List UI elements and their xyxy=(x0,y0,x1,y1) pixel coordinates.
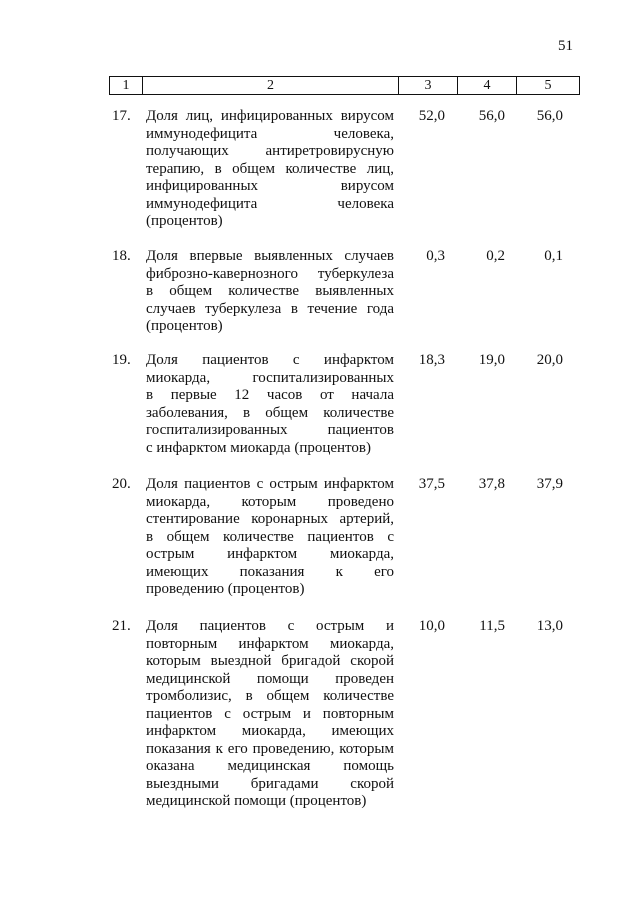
value-col-4: 19,0 xyxy=(478,352,505,368)
description-line: в первые 12 часов от начала xyxy=(146,387,394,403)
value-col-4: 37,8 xyxy=(478,476,505,492)
description-line: острым инфарктом миокарда, xyxy=(146,546,394,562)
row-number: 19. xyxy=(112,352,131,368)
value-col-5: 20,0 xyxy=(536,352,563,368)
description-line: случаев туберкулеза в течение года xyxy=(146,300,394,317)
description-line: заболевания, в общем количестве xyxy=(146,404,394,421)
description-line: пациентов с острым и повторным xyxy=(146,705,394,722)
description-line: медицинской помощи проведен xyxy=(146,670,394,687)
description-line: Доля пациентов с острым и xyxy=(146,618,394,634)
description-line: фиброзно-кавернозного туберкулеза xyxy=(146,265,394,282)
value-col-3: 18,3 xyxy=(418,352,445,368)
row-description xyxy=(146,476,394,599)
table-row xyxy=(0,108,640,248)
description-line: повторным инфарктом миокарда, xyxy=(146,635,394,652)
value-col-3: 52,0 xyxy=(418,108,445,124)
value-col-3: 0,3 xyxy=(426,248,445,264)
description-line: проведению (процентов) xyxy=(146,581,305,597)
table-row xyxy=(0,618,640,818)
description-line: оказана медицинская помощь xyxy=(146,758,394,774)
description-line: терапию, в общем количестве лиц, xyxy=(146,160,394,177)
description-line: имеющих показания к его xyxy=(146,563,394,580)
description-line: госпитализированных пациентов xyxy=(146,422,394,438)
table-row xyxy=(0,352,640,476)
row-number: 18. xyxy=(112,248,131,264)
row-description xyxy=(146,108,394,231)
description-line: в общем количестве пациентов с xyxy=(146,528,394,545)
description-line: миокарда, госпитализированных xyxy=(146,369,394,386)
table-row xyxy=(0,476,640,618)
row-description xyxy=(146,248,394,336)
row-number: 20. xyxy=(112,476,131,492)
column-header-2: 2 xyxy=(143,77,399,95)
description-line: стентирование коронарных артерий, xyxy=(146,511,394,527)
column-header-5: 5 xyxy=(517,77,580,95)
value-col-4: 0,2 xyxy=(486,248,505,264)
description-line: показания к его проведению, которым xyxy=(146,740,394,757)
description-line: (процентов) xyxy=(146,213,223,229)
row-number: 17. xyxy=(112,108,131,124)
description-line: Доля лиц, инфицированных вирусом xyxy=(146,108,394,124)
value-col-5: 0,1 xyxy=(544,248,563,264)
description-line: которым выездной бригадой скорой xyxy=(146,653,394,669)
page-number: 51 xyxy=(558,38,573,54)
value-col-3: 37,5 xyxy=(418,476,445,492)
value-col-4: 56,0 xyxy=(478,108,505,124)
value-col-3: 10,0 xyxy=(418,618,445,634)
description-line: выездными бригадами скорой xyxy=(146,775,394,792)
description-line: (процентов) xyxy=(146,318,223,334)
column-header-1: 1 xyxy=(110,77,143,95)
value-col-5: 13,0 xyxy=(536,618,563,634)
description-line: медицинской помощи (процентов) xyxy=(146,793,367,809)
column-header-4: 4 xyxy=(458,77,517,95)
description-line: инфицированных вирусом xyxy=(146,178,394,194)
description-line: Доля пациентов с острым инфарктом xyxy=(146,476,394,492)
description-line: миокарда, которым проведено xyxy=(146,493,394,510)
row-description xyxy=(146,618,394,811)
value-col-4: 11,5 xyxy=(479,618,505,634)
value-col-5: 56,0 xyxy=(536,108,563,124)
row-number: 21. xyxy=(112,618,131,634)
table-row xyxy=(0,248,640,352)
value-col-5: 37,9 xyxy=(536,476,563,492)
description-line: в общем количестве выявленных xyxy=(146,283,394,299)
description-line: тромболизис, в общем количестве xyxy=(146,688,394,704)
description-line: Доля впервые выявленных случаев xyxy=(146,248,394,264)
description-line: иммунодефицита человека xyxy=(146,195,394,212)
description-line: инфарктом миокарда, имеющих xyxy=(146,723,394,739)
row-description xyxy=(146,352,394,457)
description-line: Доля пациентов с инфарктом xyxy=(146,352,394,368)
description-line: с инфарктом миокарда (процентов) xyxy=(146,439,371,456)
description-line: получающих антиретровирусную xyxy=(146,143,394,159)
indicator-table-body xyxy=(0,108,640,818)
column-header-3: 3 xyxy=(399,77,458,95)
column-header-row xyxy=(109,76,580,95)
description-line: иммунодефицита человека, xyxy=(146,125,394,142)
